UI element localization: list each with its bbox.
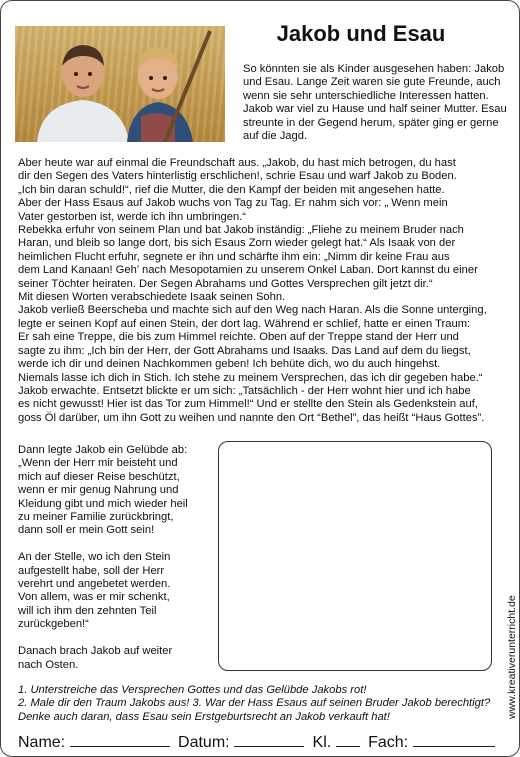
boys-photo (15, 26, 225, 142)
task-list (18, 684, 498, 724)
subject-field[interactable] (413, 732, 495, 747)
date-label: Datum: (178, 734, 230, 751)
drawing-box[interactable] (218, 441, 492, 671)
story-text: Aber heute war auf einmal die Freundschaft aus. „Jakob, du hast mich betrogen, du hast dir den Segen des Vaters hinterlistig erschlichen!, schrie Esau und warf Jakob zu Boden. „Ich bin daran schuld!“, rief die Mutter, die den Kampf der beiden mit angesehen hatte. Aber der Hass Esaus auf Jakob wuchs von Tag zu Tag. Er nahm sich vor: „ Wenn mein Vater gestorben ist, werde ich ihn umbringen.“ Rebekka erfuhr von seinem Plan und bat Jakob inständig: „Fliehe zu meinem Bruder nach Haran, und bleib so lange dort, bis sich Esaus Zorn wieder gelegt hat.“ Als Isaak von der heimlichen Flucht erfuhr, segnete er ihn und schärfte ihm ein: „Nimm dir keine Frau aus dem Land Kanaan! Geh’ nach Mesopotamien zu unserem Onkel Laban. Dort kannst du einer seiner Töchter heiraten. Der Segen Abrahams und Gottes Versprechen gilt jetzt dir.“ Mit diesen Worten verabschiedete Isaak seinen Sohn. Jakob verließ Beerscheba und machte sich auf den Weg nach Haran. Als die Sonne unterging, legte er seinen Kopf auf einen Stein, der dort lag. Während er schlief, hatte er einen Traum: Er sah eine Treppe, die bis zum Himmel reichte. Oben auf der Treppe stand der Herr und sagte zu ihm: „Ich bin der Herr, der Gott Abrahams und Isaaks. Das Land auf dem du liegst, werde ich dir und deinen Nachkommen geben! Ich behüte dich, wo du auch hingehst. Niemals lasse ich dich in Stich. Ich stehe zu meinem Versprechen, das ich dir gegeben habe.“ Jakob erwachte. Entsetzt blickte er um sich: „Tatsächlich - der Herr wohnt hier und ich habe es nicht gewusst! Hier ist das Tor zum Himmel!“ Und er stellte den Stein als Gedenkstein auf, goss Öl darüber, um ihn Gott zu weihen und nannte den Ort “Bethel”, das heißt “Haus Gottes”. (18, 157, 487, 424)
class-label: Kl. (312, 734, 332, 751)
class-field[interactable] (336, 732, 360, 747)
intro-text: So könnten sie als Kinder ausgesehen haben: Jakob und Esau. Lange Zeit waren sie gute Freunde, auch wenn sie sehr unterschiedliche Interessen hatten. Jakob war viel zu Hause und half seiner Mutter. Esau streunte in der Gegend herum, später ging er gerne auf die Jagd. (243, 63, 507, 143)
website-credit: www.kreativerunterricht.de (506, 595, 518, 719)
photo-two-boys-icon (15, 26, 225, 142)
vow-text: Dann legte Jakob ein Gelübde ab: „Wenn der Herr mir beisteht und mich auf dieser Reise beschützt, wenn er mir genug Nahrung und Kleidung gibt und mich wieder heil zu meiner Familie zurückbringt, dann soll er mein Gott sein! An der Stelle, wo ich den Stein aufgestellt habe, soll der Herr verehrt und angebetet werden. Von allem, was er mir schenkt, will ich ihm den zehnten Teil zurückgeben!“ Danach brach Jakob auf weiter nach Osten. (18, 444, 188, 671)
footer-fields (18, 732, 508, 752)
name-field[interactable] (70, 732, 170, 747)
subject-label: Fach: (368, 734, 409, 751)
task-item: 2. Male dir den Traum Jakobs aus! 3. War der Hass Esaus auf seinen Bruder Jakob berechtigt? Denke auch daran, dass Esau sein Erstgeburtsrecht an Jakob verkauft hat! (18, 697, 491, 723)
date-field[interactable] (234, 732, 304, 747)
name-label: Name: (18, 734, 66, 751)
page-title: Jakob und Esau (276, 21, 446, 46)
task-item: 1. Unterstreiche das Versprechen Gottes und das Gelübde Jakobs rot! (18, 684, 367, 696)
